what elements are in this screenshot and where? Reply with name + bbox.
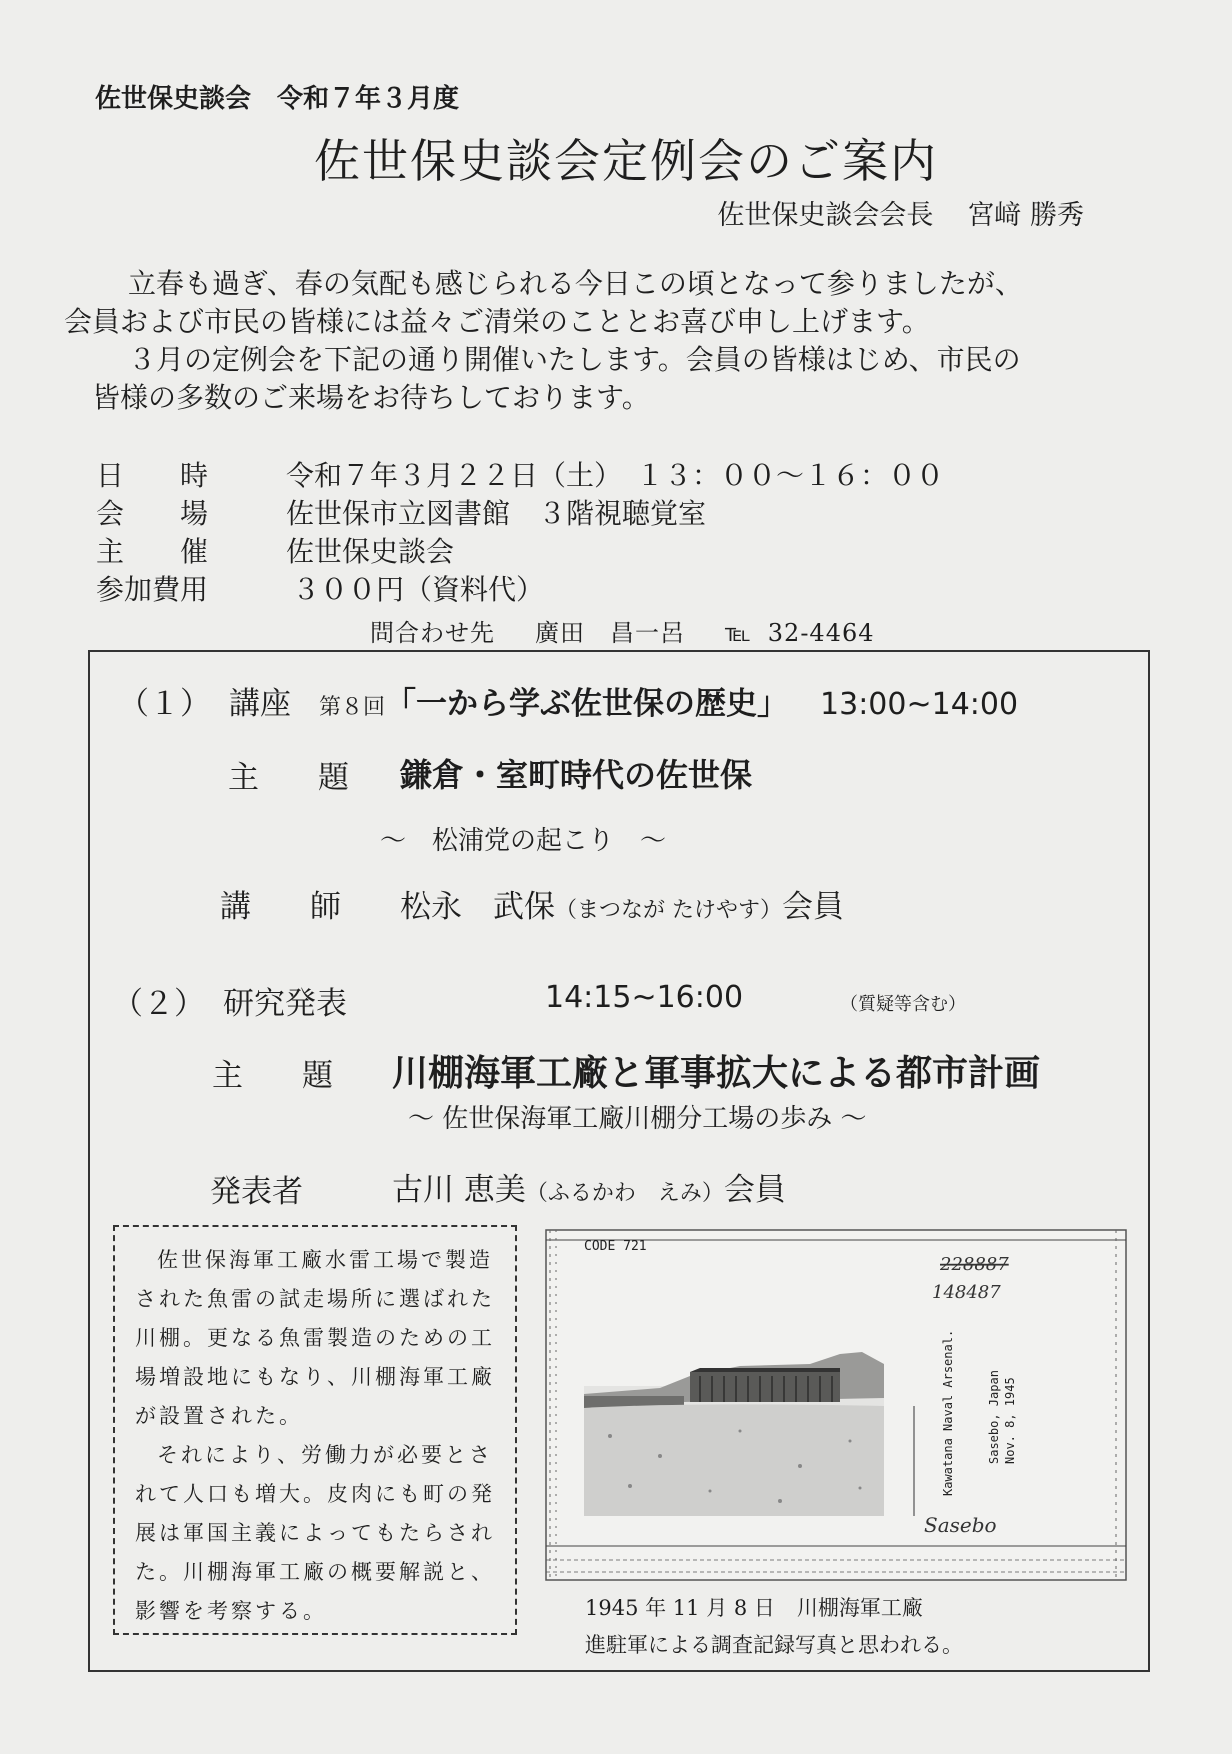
lecturer-kana: （まつなが たけやす） <box>555 898 782 923</box>
series-number: 第８回 <box>319 695 386 720</box>
org-name: 佐世保史談会 <box>95 84 252 114</box>
section2-time: 14:15~16:00 <box>545 980 744 1015</box>
description-paragraph: それにより、労働力が必要とされて人口も増大。皮肉にも町の発展は軍国主義によってもたらされた。川棚海軍工廠の概要解説と、影響を考察する。 <box>135 1443 495 1623</box>
month-label: 令和７年３月度 <box>277 84 460 114</box>
greeting-line: 立春も過ぎ、春の気配も感じられる今日この頃となって参りましたが、 <box>128 267 1023 300</box>
section2-heading <box>112 978 347 1023</box>
greeting-text <box>64 265 1174 417</box>
section2-number: （２） <box>112 986 205 1022</box>
detail-row-date <box>96 457 944 495</box>
theme2-label: 主 題 <box>212 1058 347 1094</box>
date-label: 日 時 <box>96 459 209 492</box>
description-paragraph: 佐世保海軍工廠水雷工場で製造された魚雷の試走場所に選ばれた川棚。更なる魚雷製造のための工場増設地にもなり、川棚海軍工廠が設置された。 <box>135 1248 495 1428</box>
description-box <box>113 1225 517 1635</box>
section1-kind: 講座 <box>229 686 291 722</box>
theme2-subtitle: ～ 佐世保海軍工廠川棚分工場の歩み ～ <box>408 1104 867 1134</box>
host-label: 主 催 <box>96 535 209 568</box>
photo-side-label: Kawatana Naval Arsenal. <box>941 1329 955 1496</box>
caption-date: 1945 年 11 月 8 日 <box>585 1596 775 1620</box>
sender-name: 宮﨑 勝秀 <box>967 200 1084 231</box>
venue-value: 佐世保市立図書館 ３階視聴覚室 <box>286 497 707 530</box>
photo-number-crossed: 228887 <box>940 1254 1009 1275</box>
archive-photo <box>540 1226 1132 1584</box>
lecturer <box>400 881 844 926</box>
section1-number: （１） <box>118 686 211 722</box>
fee-label: 参加費用 <box>96 573 209 606</box>
presenter-label: 発表者 <box>210 1174 303 1210</box>
caption-place: 川棚海軍工廠 <box>796 1596 923 1620</box>
sender-title: 佐世保史談会会長 <box>717 200 934 231</box>
header-org <box>95 78 459 115</box>
photo-side-date: Nov. 8, 1945 <box>1003 1377 1017 1464</box>
greeting-line: 皆様の多数のご来場をお待ちしております。 <box>92 381 650 414</box>
contact-label: 問合わせ先 <box>370 619 495 647</box>
detail-row-venue <box>96 495 944 533</box>
photo-handwriting: Sasebo <box>924 1513 997 1537</box>
host-value: 佐世保史談会 <box>286 535 455 568</box>
presenter <box>392 1164 786 1209</box>
photo-caption <box>585 1590 963 1664</box>
section1-time: 13:00~14:00 <box>820 687 1019 722</box>
contact-name: 廣田 昌一呂 <box>535 619 685 647</box>
presenter-kana: （ふるかわ えみ） <box>525 1181 724 1206</box>
venue-label: 会 場 <box>96 497 209 530</box>
detail-row-host <box>96 533 944 571</box>
date-value: 令和７年３月２２日（土） １３：００～１６：００ <box>286 459 945 492</box>
fee-value: ３００円（資料代） <box>292 573 545 606</box>
presenter-name: 古川 恵美 <box>392 1172 526 1208</box>
photo-number: 148487 <box>932 1282 1001 1303</box>
sender <box>717 193 1084 232</box>
theme1-label: 主 題 <box>228 760 363 796</box>
greeting-line: 会員および市民の皆様には益々ご清栄のこととお喜び申し上げます。 <box>64 305 930 338</box>
contact-tel: 32-4464 <box>767 619 875 647</box>
archive-photo-card <box>540 1226 1132 1584</box>
page-title: 佐世保史談会定例会のご案内 <box>314 134 938 188</box>
photo-code: CODE 721 <box>584 1239 647 1254</box>
theme2-title: 川棚海軍工廠と軍事拡大による都市計画 <box>392 1053 1041 1094</box>
lecturer-label: 講 師 <box>220 889 355 925</box>
lecturer-suffix: 会員 <box>782 889 844 925</box>
detail-row-fee <box>96 571 944 609</box>
tel-label: ℡ <box>725 619 752 647</box>
section2-kind: 研究発表 <box>223 986 347 1022</box>
theme1-title: 鎌倉・室町時代の佐世保 <box>400 756 753 794</box>
contact-info <box>370 613 915 648</box>
lecturer-name: 松永 武保 <box>400 889 555 925</box>
greeting-line: ３月の定例会を下記の通り開催いたします。会員の皆様はじめ、市民の <box>128 343 1021 376</box>
event-details <box>96 457 944 609</box>
section1-heading <box>118 678 1018 723</box>
section2-note: （質疑等含む） <box>840 994 966 1015</box>
caption-note: 進駐軍による調査記録写真と思われる。 <box>585 1633 963 1657</box>
theme1-subtitle: ～ 松浦党の起こり ～ <box>380 826 667 856</box>
presenter-suffix: 会員 <box>723 1172 786 1208</box>
photo-side-location: Sasebo, Japan <box>987 1370 1001 1464</box>
series-title: 「一から学ぶ佐世保の歴史」 <box>385 686 789 722</box>
